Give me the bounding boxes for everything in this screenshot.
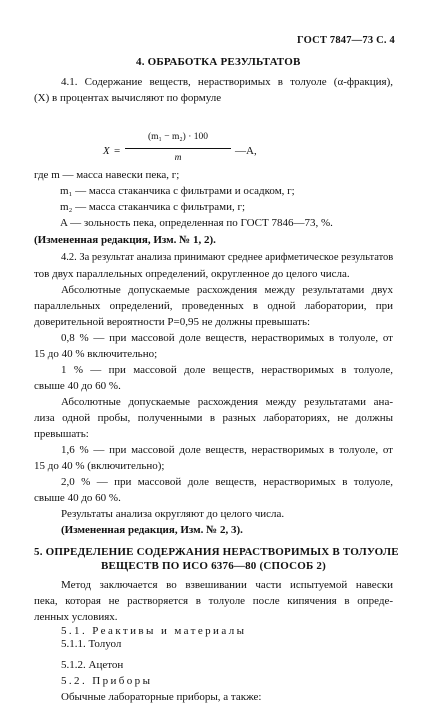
para-4-2-line-4: параллельных определений, проведенных в одной лаборатории, при <box>34 300 393 312</box>
section-5-para-line-2: пека, которая не растворяется в толуоле после кипячения в опреде- <box>34 595 393 607</box>
para-4-2-line-1: 4.2. За результат анализа принимают среднее арифметическое результатов <box>61 252 394 263</box>
para-4-2-line-15: 2,0 % — при массовой доле веществ, нерастворимых в толуоле, <box>61 476 393 488</box>
para-4-2-line-7: 15 до 40 % включительно; <box>34 348 158 360</box>
para-4-2-line-17: Результаты анализа округляют до целого числа. <box>61 508 285 520</box>
where-m: где m — масса навески пека, г; <box>34 169 180 181</box>
edit-note-2: (Измененная редакция, Изм. № 2, 3). <box>61 524 243 536</box>
subsection-5-1-1: 5.1.1. Толуол <box>61 638 122 650</box>
para-4-2-line-3: Абсолютные допускаемые расхождения между результатами двух <box>61 284 393 296</box>
section-4-title: 4. ОБРАБОТКА РЕЗУЛЬТАТОВ <box>136 56 301 68</box>
edit-note-1: (Измененная редакция, Изм. № 1, 2). <box>34 234 216 246</box>
para-4-2-line-16: свыше 40 до 60 %. <box>34 492 121 504</box>
para-4-2-line-5: доверительной вероятности P=0,95 не должны превышать: <box>34 316 311 328</box>
para-4-2-line-14: 15 до 40 % (включительно); <box>34 460 165 472</box>
formula-tail: —A, <box>235 145 257 157</box>
where-m2: m₂ — масса стаканчика с фильтрами, г; <box>60 201 246 213</box>
para-4-1-line-1: 4.1. Содержание веществ, нерастворимых в толуоле (α-фракция), <box>61 76 393 88</box>
para-4-2-line-8: 1 % — при массовой доле веществ, нерастворимых в толуоле, <box>61 364 393 376</box>
formula <box>103 132 293 166</box>
page-header: ГОСТ 7847—73 С. 4 <box>296 35 395 46</box>
formula-equals: = <box>114 145 121 157</box>
section-5-title-line-1: 5. ОПРЕДЕЛЕНИЕ СОДЕРЖАНИЯ НЕРАСТВОРИМЫХ В ТОЛУОЛЕ <box>34 546 399 558</box>
section-5-para-line-1: Метод заключается во взвешивании части испытуемой навески <box>61 579 393 591</box>
section-5-last-line: Обычные лабораторные приборы, а также: <box>61 691 262 703</box>
formula-lhs: X <box>103 145 110 157</box>
para-4-2-line-9: свыше 40 до 60 %. <box>34 380 121 392</box>
subsection-5-2: 5.2. Приборы <box>61 675 153 687</box>
para-4-2-line-2: тов двух параллельных определений, округленное до целого числа. <box>34 268 350 280</box>
fraction-bar <box>125 148 231 149</box>
section-5-title-line-2: ВЕЩЕСТВ ПО ИСО 6376—80 (СПОСОБ 2) <box>100 560 326 572</box>
subsection-5-1: 5.1. Реактивы и материалы <box>61 625 247 637</box>
para-4-2-line-11: лиза одной пробы, полученными в разных лабораториях, не должны <box>34 412 393 424</box>
subsection-5-1-2: 5.1.2. Ацетон <box>61 659 124 671</box>
formula-denominator: m <box>174 153 182 163</box>
para-4-2-line-10: Абсолютные допускаемые расхождения между результатами ана- <box>61 396 393 408</box>
para-4-2-line-13: 1,6 % — при массовой доле веществ, нерастворимых в толуоле, от <box>61 444 393 456</box>
section-5-para-line-3: ленных условиях. <box>34 611 118 623</box>
formula-numerator: (m₁ − m₂) · 100 <box>147 132 208 142</box>
where-a: A — зольность пека, определенная по ГОСТ 7846—73, %. <box>60 217 333 229</box>
where-m1: m₁ — масса стаканчика с фильтрами и осадком, г; <box>60 185 295 197</box>
para-4-2-line-12: превышать: <box>34 428 89 440</box>
para-4-2-line-6: 0,8 % — при массовой доле веществ, нерастворимых в толуоле, от <box>61 332 393 344</box>
para-4-1-line-2: (X) в процентах вычисляют по формуле <box>34 92 222 104</box>
